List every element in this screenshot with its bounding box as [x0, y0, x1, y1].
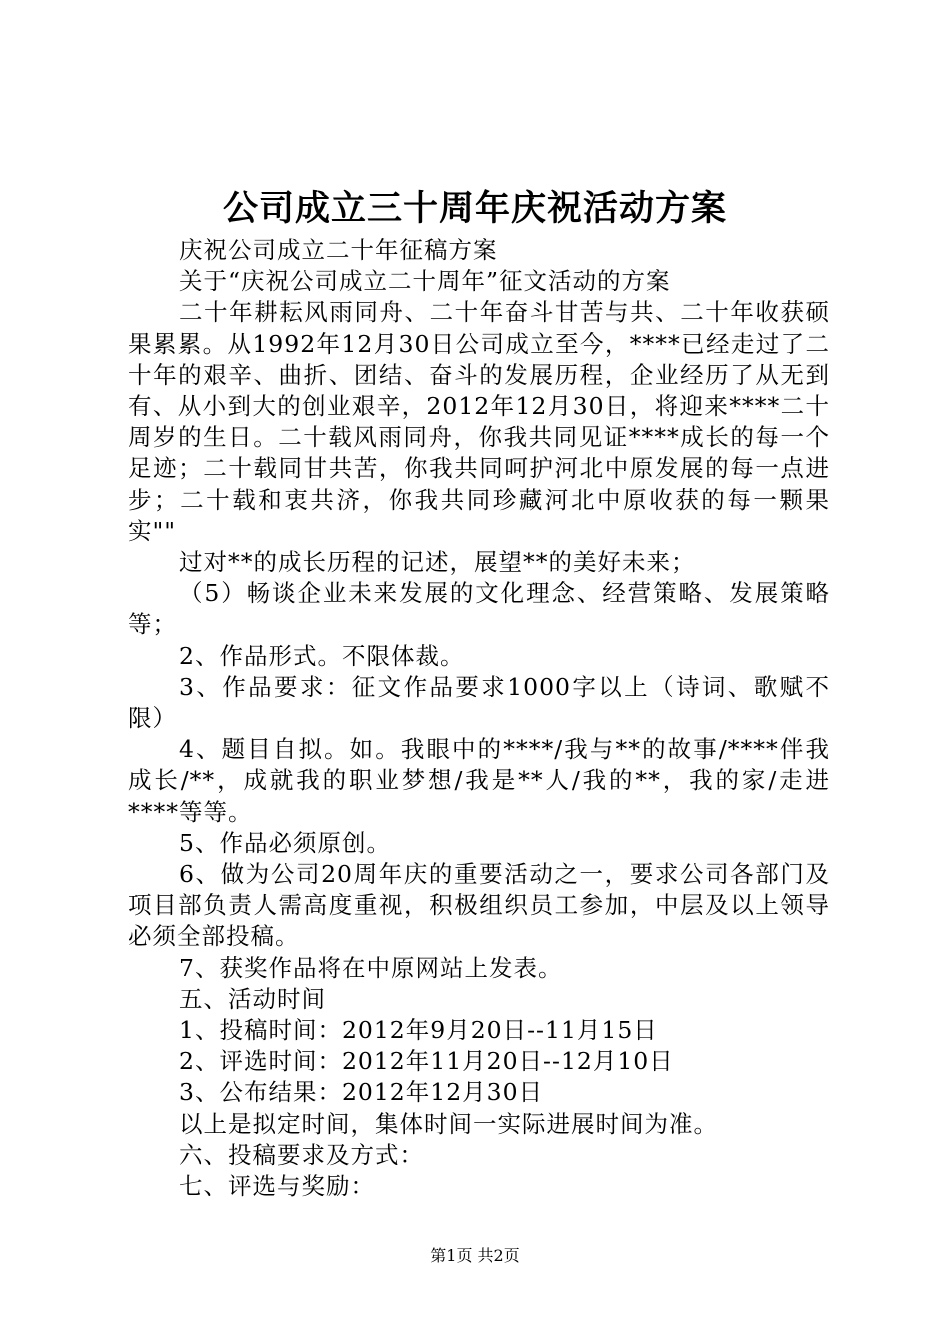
paragraph: 庆祝公司成立二十年征稿方案 — [179, 236, 498, 264]
paragraph: 4、题目自拟。如。我眼中的****/我与**的故事/****伴我成长/**，成就我的职业梦想/我是**人/我的**，我的家/走进****等等。 — [128, 735, 830, 826]
paragraph: 过对**的成长历程的记述，展望**的美好未来； — [179, 548, 696, 577]
document-title: 公司成立三十周年庆祝活动方案 — [222, 188, 727, 229]
paragraph: 5、作品必须原创。 — [179, 828, 391, 857]
page-footer: 第1页 共2页 — [430, 1246, 520, 1265]
paragraph: 6、做为公司20周年庆的重要活动之一，要求公司各部门及项目部负责人需高度重视，积极组织员工参加，中层及以上领导必须全部投稿。 — [128, 860, 830, 951]
paragraph: 7、获奖作品将在中原网站上发表。 — [179, 953, 563, 982]
paragraph: 3、公布结果：2012年12月30日 — [179, 1078, 544, 1107]
section-heading: 七、评选与奖励： — [179, 1172, 375, 1201]
paragraph: （5）畅谈企业未来发展的文化理念、经营策略、发展策略等； — [128, 579, 830, 639]
paragraph: 以上是拟定时间，集体时间一实际进展时间为准。 — [179, 1109, 718, 1138]
paragraph: 2、作品形式。不限体裁。 — [179, 641, 465, 670]
paragraph: 3、作品要求：征文作品要求1000字以上（诗词、歌赋不限） — [128, 672, 830, 733]
paragraph: 1、投稿时间：2012年9月20日--11月15日 — [179, 1016, 658, 1045]
paragraph: 关于“庆祝公司成立二十周年”征文活动的方案 — [179, 267, 671, 296]
section-heading: 五、活动时间 — [179, 984, 326, 1013]
paragraph: 2、评选时间：2012年11月20日--12月10日 — [179, 1047, 674, 1076]
document-body — [128, 235, 830, 1202]
paragraph: 二十年耕耘风雨同舟、二十年奋斗甘苦与共、二十年收获硕果累累。从1992年12月30日公司成立至今，****已经走过了二十年的艰辛、曲折、团结、奋斗的发展历程，企业经历了从无到有、从小到大的创业艰辛，2012年12月30日，将迎来****二十周岁的生日。二十载风雨同舟，你我共同见证****成长的每一个足迹；二十载同甘共苦，你我共同呵护河北中原发展的每一点进步；二十载和衷共济，你我共同珍藏河北中原收获的每一颗果实"" — [128, 298, 830, 545]
section-heading: 六、投稿要求及方式： — [179, 1140, 424, 1169]
